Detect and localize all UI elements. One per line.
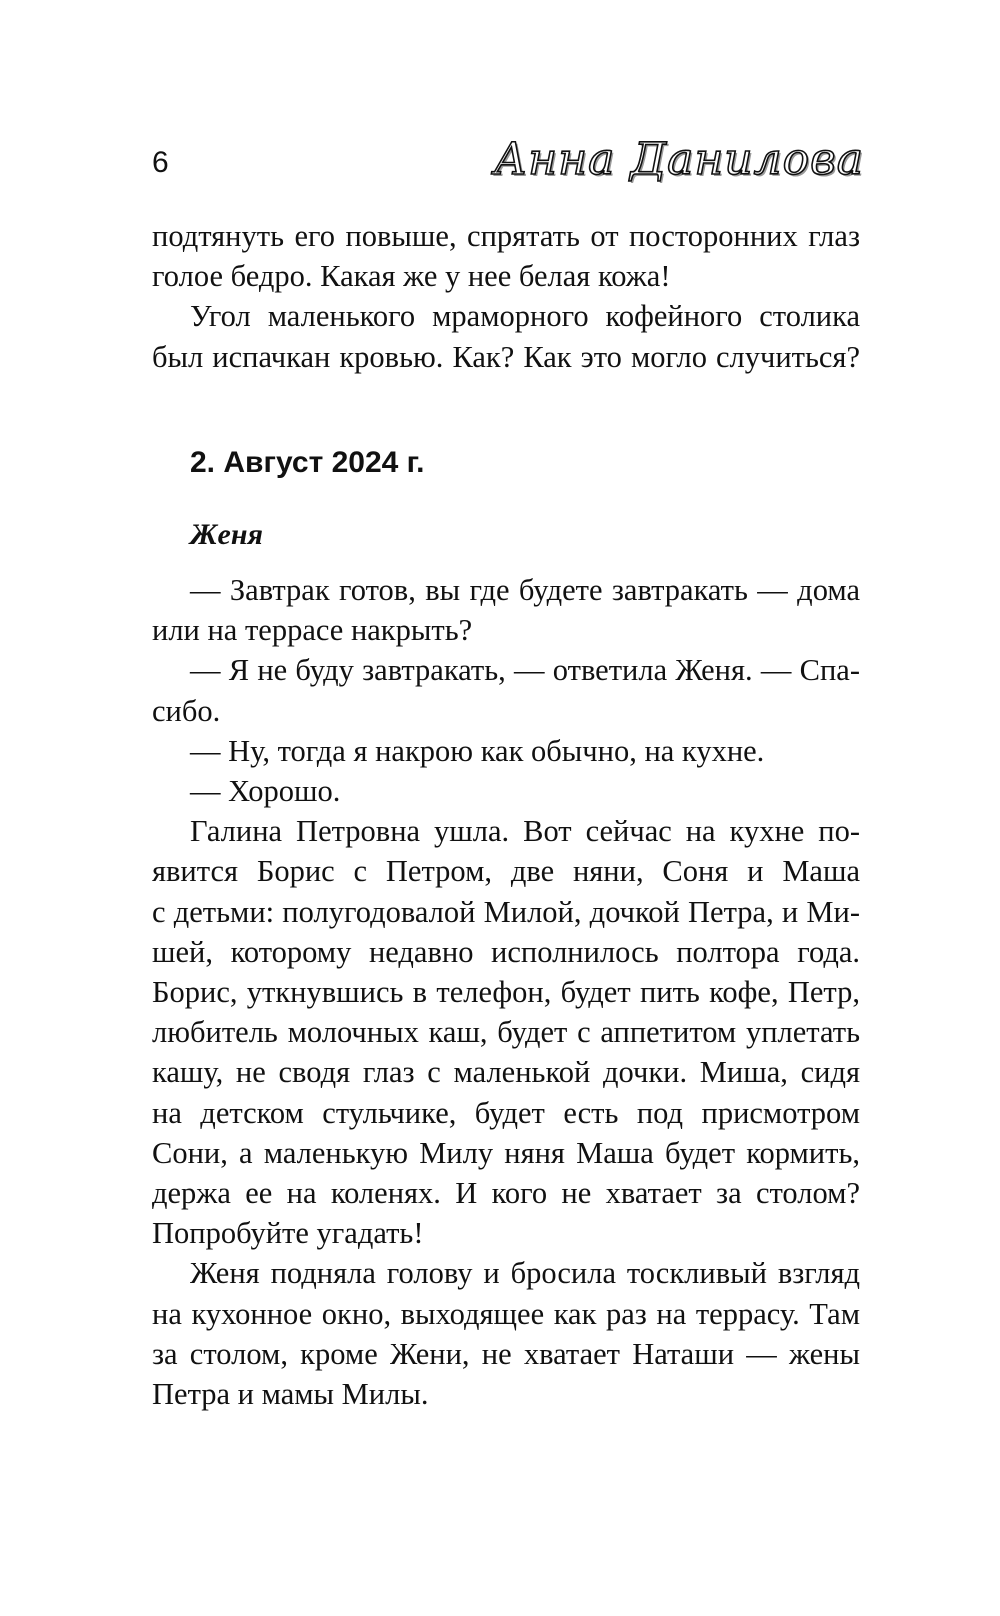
paragraph <box>152 1253 860 1293</box>
text-line: Угол маленького мраморного кофейного столика <box>190 299 860 334</box>
paragraph <box>152 337 860 377</box>
text-line: сибо. <box>152 693 221 728</box>
paragraph <box>152 1294 860 1415</box>
dialogue-line <box>152 691 860 731</box>
intro-text <box>152 216 860 377</box>
text-line: кашу, не сводя глаз с маленькой дочки. Миша, сидя <box>152 1055 860 1090</box>
text-line: за столом, кроме Жени, не хватает Наташи — жены <box>152 1336 860 1371</box>
text-line: Галина Петровна ушла. Вот сейчас на кухне по- <box>190 814 860 849</box>
text-line: на кухонное окно, выходящее как раз на террасу. Там <box>152 1296 860 1331</box>
text-line: шей, которому недавно исполнилось полтора года. <box>152 934 860 969</box>
paragraph <box>152 216 860 296</box>
section-heading: Женя <box>190 518 263 551</box>
dialogue-line <box>152 731 860 771</box>
text-line: на детском стульчике, будет есть под присмотром <box>152 1095 860 1130</box>
paragraph <box>152 296 860 336</box>
text-line: — Я не буду завтракать, — ответила Женя. — Спа- <box>190 653 860 688</box>
dialogue-line <box>152 771 860 811</box>
text-line: или на террасе накрыть? <box>152 613 473 648</box>
text-line: Попробуйте угадать! <box>152 1216 424 1251</box>
text-line: держа ее на коленях. И кого не хватает за столом? <box>152 1176 860 1211</box>
chapter-heading: 2. Август 2024 г. <box>190 446 425 479</box>
text-line: подтянуть его повыше, спрятать от посторонних глаз <box>152 219 860 253</box>
text-line: — Ну, тогда я накрою как обычно, на кухне. <box>190 733 765 768</box>
text-line: любитель молочных каш, будет с аппетитом уплетать <box>152 1015 860 1050</box>
running-head-author: Анна Данилова <box>493 134 864 185</box>
text-line: явится Борис с Петром, две няни, Соня и Маша <box>152 854 860 889</box>
page-number: 6 <box>152 146 169 179</box>
text-line: Петра и мамы Милы. <box>152 1377 429 1412</box>
text-line: голое бедро. Какая же у нее белая кожа! <box>152 259 671 294</box>
dialogue-line <box>152 610 860 650</box>
text-line: — Завтрак готов, вы где будете завтракать — дома <box>190 573 860 607</box>
text-line: Сони, а маленькую Милу няня Маша будет кормить, <box>152 1135 860 1170</box>
text-line: Борис, уткнувшись в телефон, будет пить кофе, Петр, <box>152 975 860 1010</box>
paragraph <box>152 811 860 851</box>
chapter-text <box>152 570 860 1414</box>
text-line: Женя подняла голову и бросила тоскливый взгляд <box>190 1256 860 1291</box>
dialogue-line <box>152 570 860 610</box>
dialogue-line <box>152 650 860 690</box>
paragraph <box>152 851 860 1253</box>
text-line: был испачкан кровью. Как? Как это могло случиться? <box>152 339 860 374</box>
text-line: с детьми: полугодовалой Милой, дочкой Петра, и Ми- <box>152 894 860 929</box>
text-line: — Хорошо. <box>190 774 341 809</box>
